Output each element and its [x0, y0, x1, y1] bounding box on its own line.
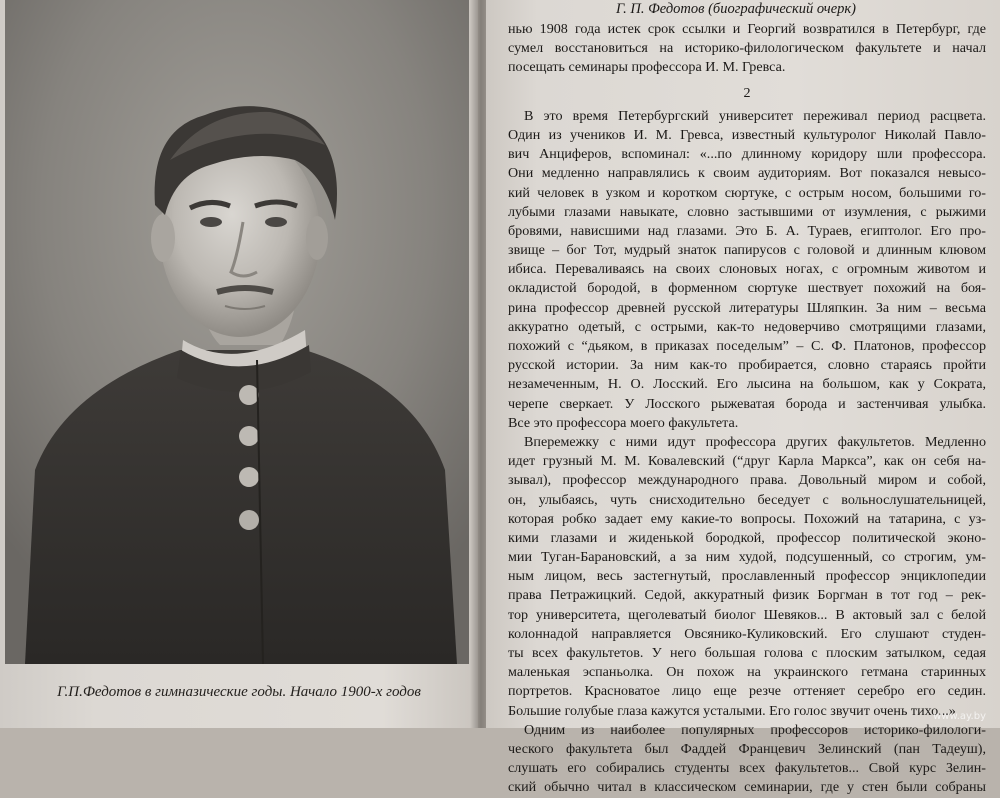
- text-line: сумел восстановиться на историко-филологическом факультете и начал: [508, 40, 986, 57]
- text-line: черепе сверкает. У Лосского рыжеватая борода и застенчивая улыбка.: [508, 395, 986, 412]
- text-line: Один из учеников И. М. Гревса, известный культуролог Николай Павло-: [508, 126, 986, 143]
- portrait-illustration: [5, 0, 469, 664]
- paragraph-1: [508, 20, 986, 78]
- left-page: [0, 0, 478, 728]
- text-line: Все это профессора моего факультета.: [508, 414, 739, 431]
- text-line: нью 1908 года истек срок ссылки и Георгий возвратился в Петербург, где: [508, 21, 986, 37]
- text-line: зывал), профессор международного права. Довольный миром и собой,: [508, 472, 986, 489]
- text-line: кими глазами и жиденькой бородкой, профессор политической эконо-: [508, 529, 986, 546]
- text-line: ский обычно читал в классическом семинарии, где у стен были собраны: [508, 779, 986, 796]
- text-line: тор университета, щеголеватый биолог Шевяков... В актовый зал с белой: [508, 606, 986, 623]
- text-line: кий человек в узком и коротком сюртуке, с острым носом, большими го-: [508, 184, 986, 201]
- text-line: бровями, нависшими над глазами. Это Б. А. Тураев, египтолог. Его про-: [508, 222, 986, 239]
- text-line: Большие голубые глаза кажутся усталыми. Его голос звучит очень тихо...»: [508, 702, 956, 719]
- watermark: www.ay.by: [933, 711, 986, 722]
- text-line: маленькая эспаньолка. Он похож на украинского гетмана старинных: [508, 664, 986, 681]
- right-page: [486, 0, 1000, 796]
- text-line: похожий с “дьяком, в приказах поседелым” – С. Ф. Платонов, профессор: [508, 338, 986, 354]
- paragraph-2: [508, 107, 986, 433]
- text-line: идет грузный М. М. Ковалевский (“друг Карла Маркса”, как он себя на-: [508, 453, 986, 470]
- text-line: незамеченным, Н. О. Лосский. Его лысина на большом, как у Сократа,: [508, 376, 986, 393]
- text-line: мии Туган-Барановский, а за ним худой, подсушенный, со строгим, ум-: [508, 549, 986, 566]
- text-line: ты всех факультетов. У него большая голова с плоским затылком, седая: [508, 645, 986, 661]
- text-line: портретов. Красноватое лицо еще резче оттеняет серебро его седин.: [508, 683, 986, 700]
- text-line: окладистой бородой, в форменном сюртуке шествует похожий на боя-: [508, 280, 986, 297]
- text-line: Одним из наиболее популярных профессоров историко-филологи-: [524, 721, 986, 738]
- running-head: Г. П. Федотов (биографический очерк): [615, 1, 856, 17]
- text-line: Они медленно направлялись к своим аудиториям. Вот показался невысо-: [508, 165, 986, 182]
- text-line: звище – бог Тот, мудрый знаток папирусов с головой и длинным клювом: [508, 242, 986, 259]
- text-line: он, улыбаясь, чуть снисходительно беседует с вольнослушательницей,: [508, 491, 986, 508]
- text-line: слушать его собирались студенты всех факультетов... Свой курс Зелин-: [508, 760, 986, 777]
- text-line: вич Анциферов, вспоминал: «...по длинному коридору шли профессора.: [508, 146, 986, 163]
- text-line: посещать семинары профессора И. М. Гревса.: [508, 59, 786, 76]
- text-line: права Петражицкий. Седой, аккуратный физик Боргман в тот год – рек-: [508, 587, 986, 604]
- text-line: В это время Петербургский университет переживал период расцвета.: [524, 107, 986, 124]
- text-line: лубыми глазами навыкате, словно застывшими от изумления, с рыжими: [508, 203, 986, 220]
- paragraph-3: [508, 433, 986, 721]
- text-line: ибиса. Переваливаясь на своих слоновых ногах, с огромным животом и: [508, 261, 986, 278]
- text-column: [508, 20, 986, 798]
- paragraph-4: [508, 721, 986, 798]
- text-line: рина профессор древней русской литературы Шляпкин. За ним – весьма: [508, 299, 986, 316]
- photo-caption: Г.П.Федотов в гимназические годы. Начало 1900-х годов: [57, 684, 421, 700]
- text-line: Вперемежку с ними идут профессора других факультетов. Медленно: [524, 433, 986, 450]
- text-line: ным лицом, весь застегнутый, прославленный профессор энциклопедии: [508, 568, 986, 585]
- text-line: ческого факультета был Фаддей Францевич Зелинский (пан Тадеуш),: [508, 740, 986, 757]
- text-line: колоннадой направляется Овсянико-Куликовский. Его слушают студен-: [508, 625, 986, 642]
- section-number: 2: [743, 84, 751, 101]
- portrait-photo: [5, 0, 469, 664]
- text-line: аккуратно одетый, с острыми, как-то недоверчиво смотрящими глазами,: [508, 318, 986, 335]
- text-line: которая робко задает ему какие-то вопросы. Похожий на татарина, с уз-: [508, 510, 986, 527]
- text-line: русской истории. За ним как-то пробирается, словно стараясь пройти: [508, 357, 986, 374]
